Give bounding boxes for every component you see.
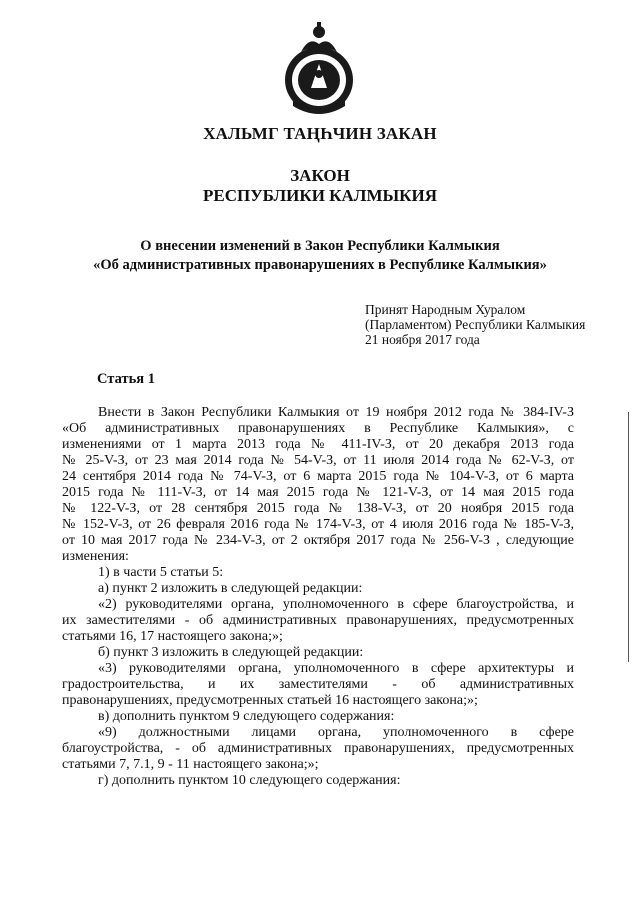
subitem-b-intro: б) пункт 3 изложить в следующей редакции: bbox=[98, 645, 364, 660]
subitem-a-text-line: статьями 16, 17 настоящего закона;»; bbox=[62, 629, 283, 644]
adoption-line-2: (Парламентом) Республики Калмыкия bbox=[365, 317, 586, 332]
intro-line: изменениями от 1 марта 2013 года № 411-IV-З, от 20 декабря 2013 года bbox=[62, 437, 574, 452]
intro-line: от 10 мая 2017 года № 234-V-З, от 2 октября 2017 года № 256-V-З , следующие bbox=[62, 533, 574, 548]
adoption-block bbox=[365, 302, 585, 347]
intro-paragraph bbox=[62, 405, 574, 565]
subitem-v-text-line: благоустройства, - об административных правонарушениях, предусмотренных bbox=[62, 741, 574, 756]
subitem-b-text-line: правонарушениях, предусмотренных статьей 16 настоящего закона;»; bbox=[62, 693, 478, 708]
intro-line: Внести в Закон Республики Калмыкия от 19 ноября 2012 года № 384-IV-З bbox=[98, 405, 574, 420]
subitem-v-intro: в) дополнить пунктом 9 следующего содержания: bbox=[98, 709, 395, 724]
intro-line: № 122-V-З, от 28 сентября 2015 года № 138-V-З, от 20 ноября 2015 года bbox=[62, 501, 574, 516]
intro-line: «Об административных правонарушениях в Республике Калмыкия», с bbox=[62, 421, 574, 436]
intro-line: 2015 года № 111-V-З, от 14 мая 2015 года № 121-V-З, от 14 мая 2015 года bbox=[62, 485, 574, 500]
subitem-a-text-line: «2) руководителями органа, уполномоченного в сфере благоустройства, и bbox=[98, 597, 574, 612]
intro-line: № 152-V-З, от 26 февраля 2016 года № 174-V-З, от 4 июля 2016 года № 185-V-З, bbox=[62, 517, 574, 532]
coat-of-arms-emblem bbox=[271, 18, 367, 118]
adoption-date: 21 ноября 2017 года bbox=[365, 332, 480, 347]
subitem-v-text-line: «9) должностными лицами органа, уполномоченного в сфере bbox=[98, 725, 574, 740]
subitem-a-intro: а) пункт 2 изложить в следующей редакции: bbox=[98, 581, 363, 596]
scan-edge-line bbox=[628, 412, 629, 662]
subitem-a-text-line: их заместителями - об административных правонарушениях, предусмотренных bbox=[62, 613, 574, 628]
item-1: 1) в части 5 статьи 5: bbox=[98, 565, 224, 580]
subitem-g-intro: г) дополнить пунктом 10 следующего содержания: bbox=[98, 773, 401, 788]
title-law: ЗАКОН bbox=[290, 166, 350, 185]
intro-line: № 25-V-З, от 23 мая 2014 года № 54-V-З, от 11 июля 2014 года № 62-V-З, от bbox=[62, 453, 574, 468]
article-body bbox=[62, 405, 574, 789]
subitem-v-text-line: статьями 7, 7.1, 9 - 11 настоящего закона;»; bbox=[62, 757, 319, 772]
article-heading: Статья 1 bbox=[97, 371, 155, 387]
law-subject-line-1: О внесении изменений в Закон Республики Калмыкия bbox=[140, 238, 500, 254]
law-subject-line-2: «Об административных правонарушениях в Республике Калмыкия» bbox=[93, 257, 547, 273]
title-kalmyk: ХАЛЬМГ ТАҢҺЧИН ЗАКАН bbox=[203, 124, 437, 143]
adoption-line-1: Принят Народным Хуралом bbox=[365, 302, 526, 317]
subitem-b-text-line: «3) руководителями органа, уполномоченного в сфере архитектуры и bbox=[98, 661, 574, 676]
intro-line: изменения: bbox=[62, 549, 129, 564]
intro-line: 24 сентября 2014 года № 74-V-З, от 6 марта 2015 года № 104-V-З, от 6 марта bbox=[62, 469, 574, 484]
subitem-b-text-line: градостроительства, и их заместителями - об административных bbox=[62, 677, 574, 692]
title-republic: РЕСПУБЛИКИ КАЛМЫКИЯ bbox=[202, 186, 438, 205]
